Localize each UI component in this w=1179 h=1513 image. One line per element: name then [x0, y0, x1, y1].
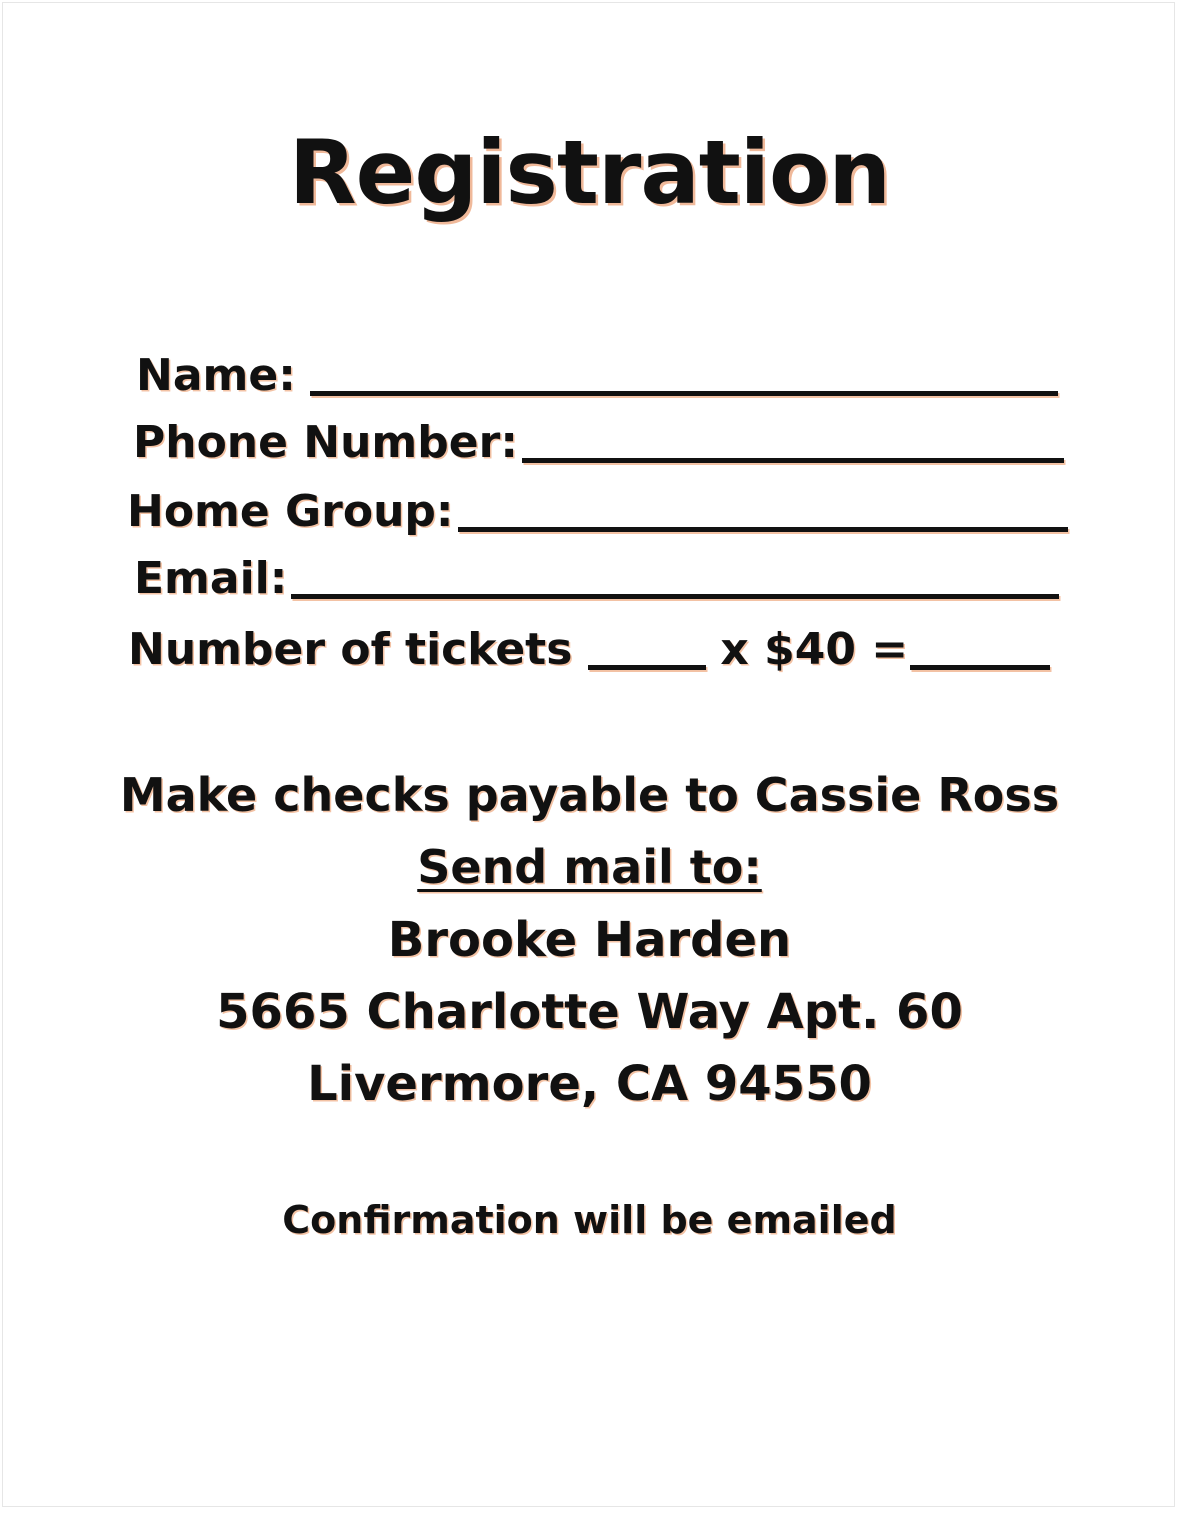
- price-label: x $40 =: [720, 624, 909, 675]
- city-address: Livermore, CA 94550: [307, 1056, 872, 1112]
- home-group-input-line[interactable]: [458, 527, 1068, 532]
- confirmation-note: Confirmation will be emailed: [282, 1198, 897, 1242]
- email-input-line[interactable]: [291, 594, 1059, 599]
- recipient-name: Brooke Harden: [387, 912, 792, 968]
- name-field[interactable]: [136, 348, 1058, 404]
- mail-heading-text: Send mail to:: [417, 840, 762, 894]
- payable-note: Make checks payable to Cassie Ross: [119, 768, 1060, 822]
- page-title: Registration: [288, 121, 891, 224]
- tickets-label: Number of tickets: [128, 624, 573, 675]
- home-group-field[interactable]: [127, 484, 1068, 540]
- email-label: Email:: [134, 553, 288, 604]
- phone-input-line[interactable]: [522, 458, 1064, 463]
- home-group-label: Home Group:: [127, 486, 454, 537]
- total-amount-line[interactable]: [910, 665, 1050, 670]
- name-label: Name:: [136, 350, 296, 401]
- phone-label: Phone Number:: [133, 417, 518, 468]
- tickets-quantity-line[interactable]: [588, 665, 706, 670]
- email-field[interactable]: [134, 551, 1059, 607]
- street-address: 5665 Charlotte Way Apt. 60: [216, 984, 963, 1040]
- mail-heading: [0, 838, 1179, 896]
- tickets-field[interactable]: [128, 622, 1050, 678]
- name-input-line[interactable]: [310, 391, 1058, 396]
- phone-field[interactable]: [133, 415, 1064, 471]
